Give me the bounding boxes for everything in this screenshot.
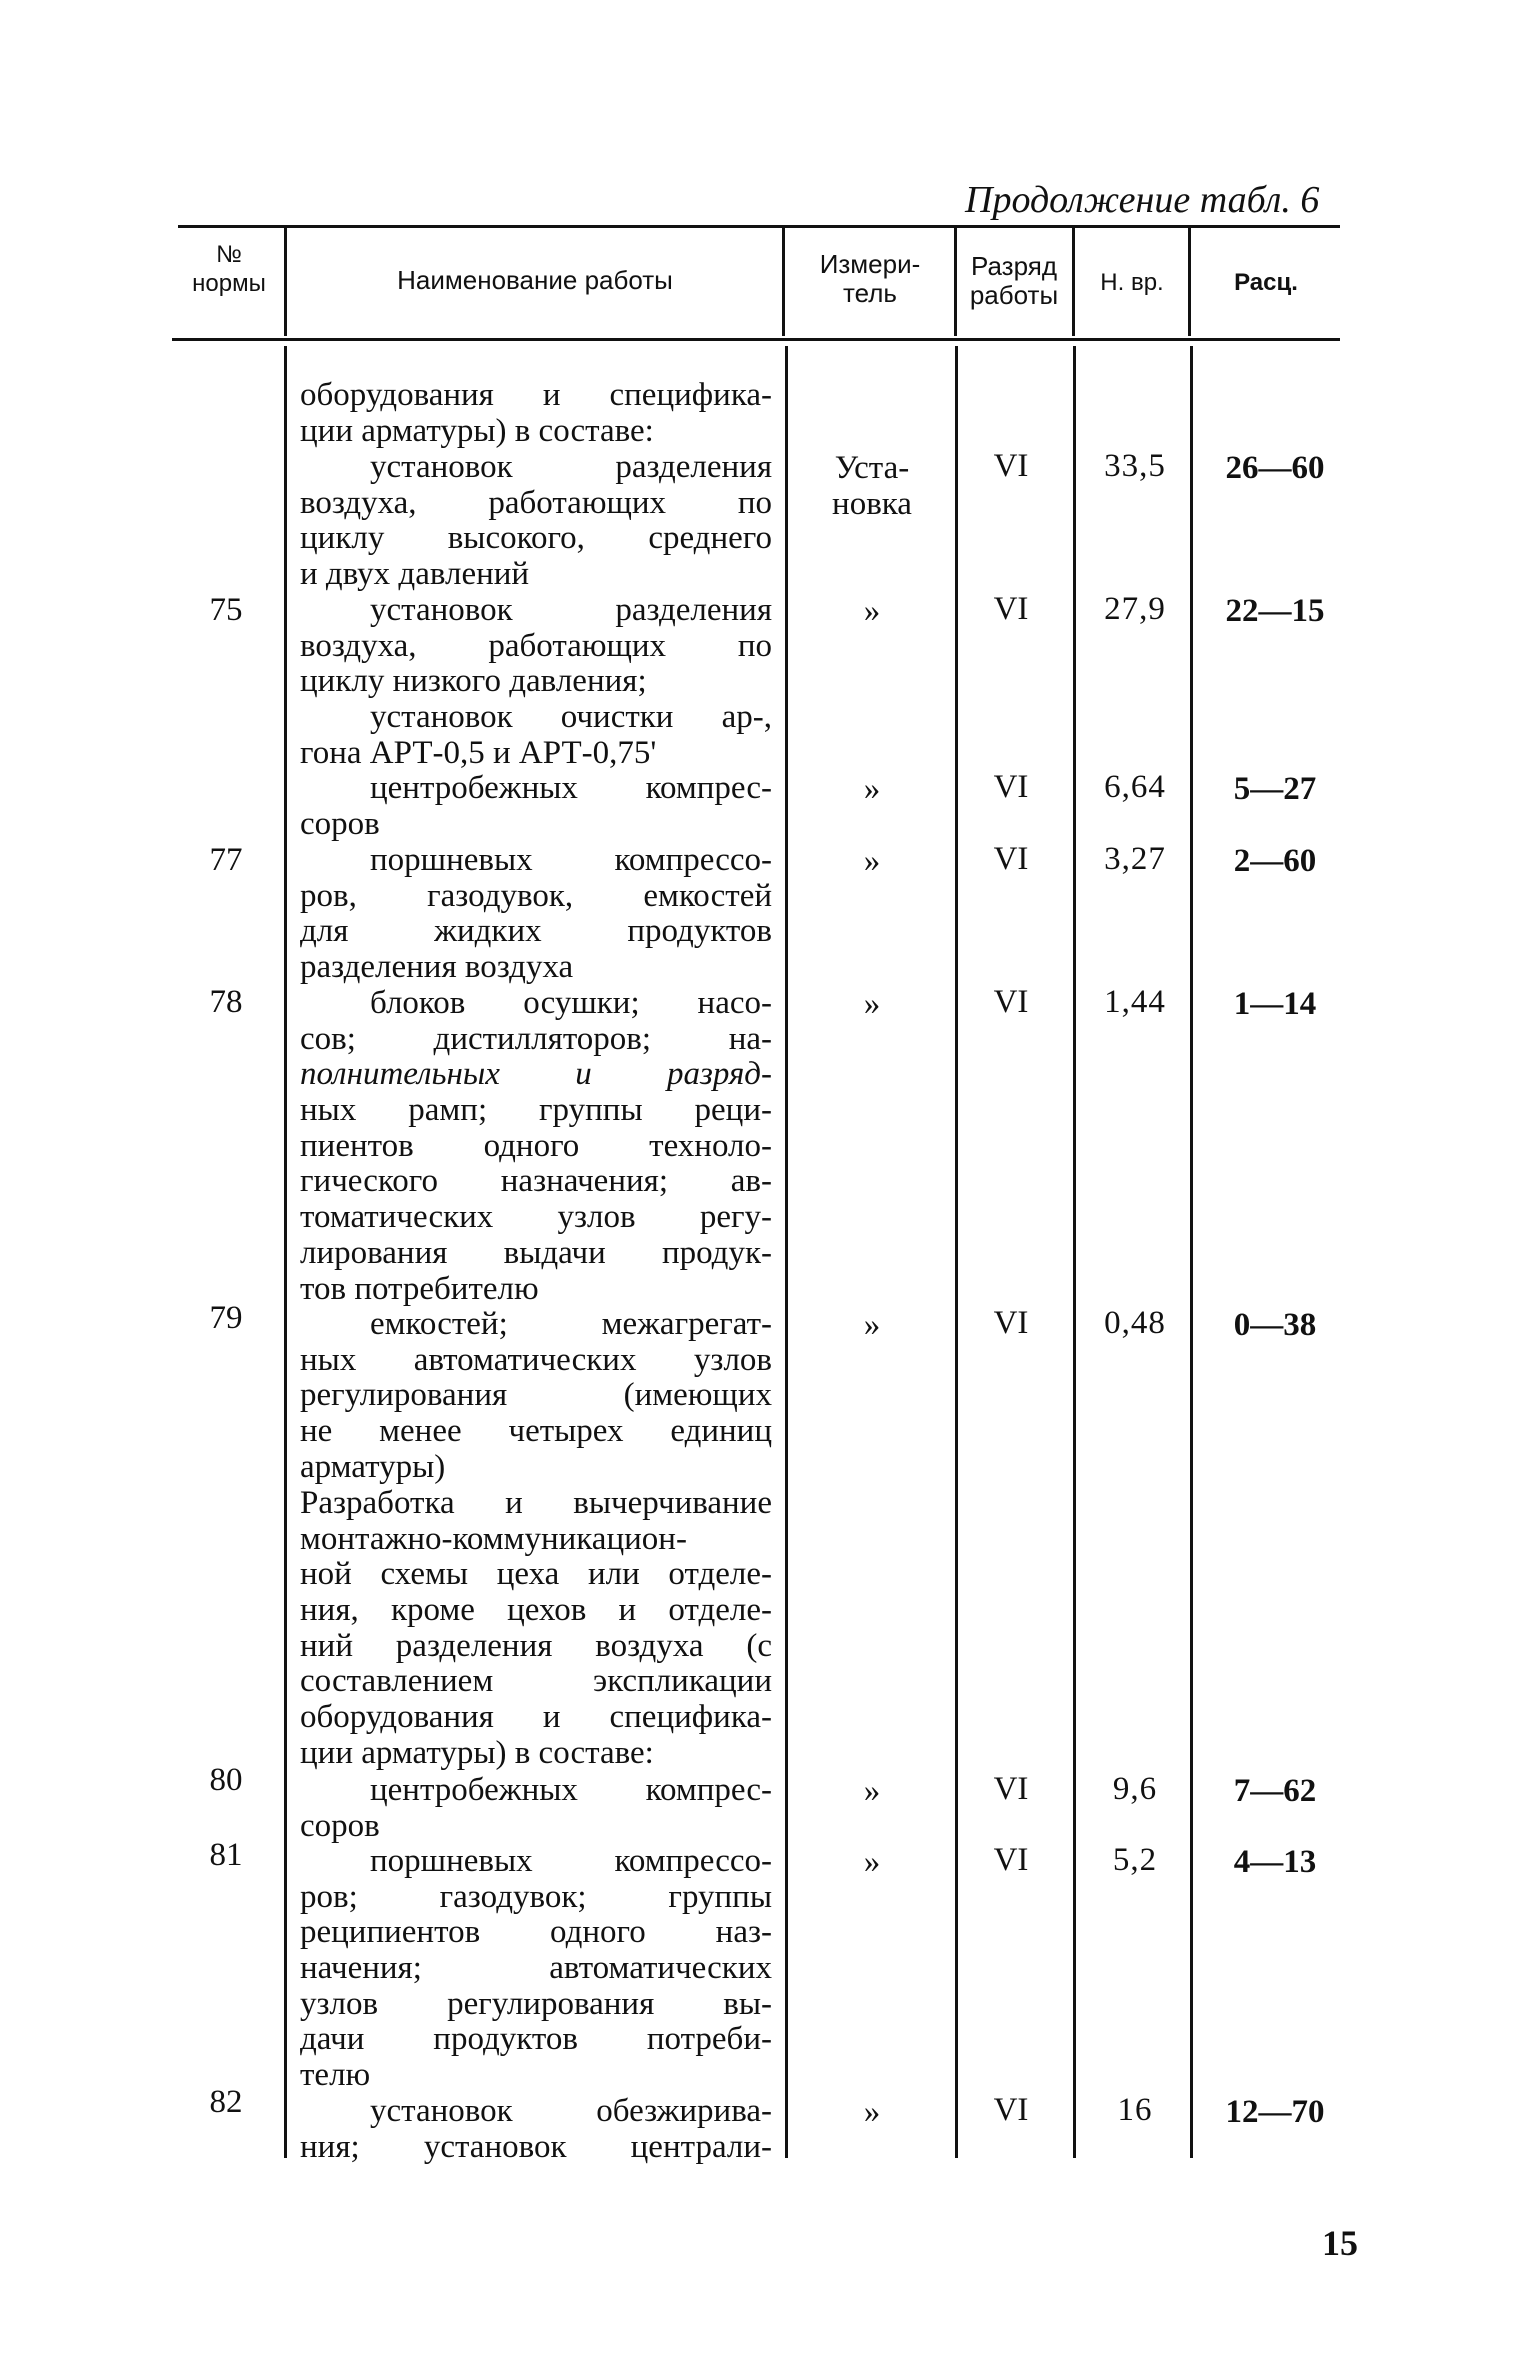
text-line: телю — [300, 2057, 371, 2094]
body-divider-1 — [284, 346, 287, 2158]
table-row-rate: 12—70 — [1225, 2094, 1325, 2130]
table-row-rate: 5—27 — [1233, 771, 1317, 807]
table-row-grade: VI — [993, 448, 1029, 484]
table-row-grade: VI — [993, 591, 1029, 627]
text-line: центробежных компрес- — [370, 1772, 772, 1808]
unit-line: Уста- — [834, 450, 910, 486]
text-line: оборудования и специфика- — [300, 1699, 772, 1736]
table-row-rate: 22—15 — [1225, 593, 1325, 629]
text-line: ний разделения воздуха (с — [300, 1627, 772, 1664]
header-divider-5 — [1188, 228, 1191, 336]
ditto-mark: » — [863, 593, 881, 629]
table-row-work — [300, 771, 772, 842]
header-grade-line: работы — [969, 280, 1059, 310]
table-row-unit — [788, 2094, 956, 2130]
header-grade-line: Разряд — [971, 251, 1057, 281]
header-time-norm — [1076, 268, 1188, 297]
table-row-work — [300, 843, 772, 986]
text-line: не менее четырех единиц — [300, 1413, 772, 1450]
text-line: поршневых компрессо- — [370, 1843, 772, 1879]
table-row-work — [300, 1307, 772, 1485]
table-row-work — [300, 1773, 772, 1844]
table-row-number: 77 — [209, 842, 243, 878]
text-line: ных автоматических узлов — [300, 1341, 772, 1378]
table-row-rate: 26—60 — [1225, 450, 1325, 486]
table-row-unit — [788, 1773, 956, 1809]
table-row-grade: VI — [993, 1771, 1029, 1807]
table-row-work — [300, 2094, 772, 2165]
header-unit-line: тель — [843, 278, 897, 308]
text-line: арматуры) — [300, 1448, 446, 1485]
table-row-time-norm: 16 — [1117, 2092, 1153, 2128]
text-line: сов; дистилляторов; на- — [300, 1020, 772, 1057]
text-line: ции арматуры) в составе: — [300, 412, 654, 449]
text-line: ров, газодувок, емкостей — [300, 877, 772, 914]
table-top-rule — [178, 225, 1340, 228]
text-line: гона АРТ-0,5 и АРТ-0,75' — [300, 734, 657, 771]
table-caption: Продолжение табл. 6 — [965, 179, 1320, 221]
header-divider-2 — [782, 228, 785, 336]
header-grade — [956, 252, 1072, 310]
table-row-time-norm: 0,48 — [1104, 1305, 1166, 1341]
table-row-time-norm: 5,2 — [1112, 1842, 1158, 1878]
text-line: циклу низкого давления; — [300, 663, 647, 700]
text-line: полнительных и разряд- — [300, 1056, 772, 1093]
header-norm-no-line: № — [216, 241, 242, 268]
text-line: дачи продуктов потреби- — [300, 2021, 772, 2058]
table-row-rate: 2—60 — [1233, 843, 1317, 879]
ditto-mark: » — [863, 1844, 881, 1880]
text-line: ции арматуры) в составе: — [300, 1734, 654, 1771]
text-line: центробежных компрес- — [370, 770, 772, 806]
text-line: для жидких продуктов — [300, 913, 772, 950]
text-line: начения; автоматических — [300, 1950, 772, 1987]
table-row-number: 75 — [209, 592, 243, 628]
text-line: лирования выдачи продук- — [300, 1234, 772, 1271]
ditto-mark: » — [863, 771, 881, 807]
table-row-time-norm: 9,6 — [1112, 1771, 1158, 1807]
text-line: емкостей; межагрегат- — [370, 1306, 772, 1342]
header-rate-text: Расц. — [1234, 269, 1298, 296]
text-line: циклу высокого, среднего — [300, 520, 772, 557]
text-line: томатических узлов регу- — [300, 1199, 772, 1236]
table-row-unit — [788, 771, 956, 807]
text-line: соров — [300, 805, 380, 842]
table-row-time-norm: 6,64 — [1104, 769, 1166, 805]
header-work-name — [288, 266, 782, 295]
text-line: установок обезжирива- — [370, 2093, 772, 2129]
text-line: гического назначения; ав- — [300, 1163, 772, 1200]
ditto-mark: » — [863, 843, 881, 879]
table-row-grade: VI — [993, 769, 1029, 805]
text-line: монтажно-коммуникацион- — [300, 1520, 687, 1557]
text-line: воздуха, работающих по — [300, 484, 772, 521]
table-row-time-norm: 3,27 — [1104, 841, 1166, 877]
text-line: составлением экспликации — [300, 1663, 772, 1700]
text-line: и двух давлений — [300, 556, 530, 593]
header-norm-no-line: нормы — [192, 270, 266, 297]
text-line: пиентов одного техноло- — [300, 1127, 772, 1164]
text-line: ния, кроме цехов и отделе- — [300, 1592, 772, 1629]
text-line: тов потребителю — [300, 1270, 539, 1307]
table-row-time-norm: 27,9 — [1104, 591, 1166, 627]
table-row-work — [300, 450, 772, 593]
table-row-grade: VI — [993, 841, 1029, 877]
text-line: воздуха, работающих по — [300, 627, 772, 664]
unit-line: новка — [832, 486, 912, 522]
header-rate — [1192, 268, 1340, 297]
table-row-time-norm: 1,44 — [1104, 984, 1166, 1020]
table-row-grade: VI — [993, 1305, 1029, 1341]
text-line: установок очистки ар-, — [370, 699, 772, 736]
text-line: блоков осушки; насо- — [370, 985, 772, 1021]
header-time-norm-text: Н. вр. — [1100, 269, 1164, 296]
ditto-mark: » — [863, 2094, 881, 2130]
text-line: установок разделения — [370, 449, 772, 485]
text-line: оборудования и специфика- — [300, 377, 772, 413]
text-line: реципиентов одного наз- — [300, 1914, 772, 1951]
table-row-unit — [788, 1307, 956, 1343]
page-number: 15 — [1322, 2223, 1358, 2263]
header-unit-line: Измери- — [819, 249, 921, 279]
table-row-unit — [788, 593, 956, 629]
table-row-rate: 7—62 — [1233, 1773, 1317, 1809]
header-divider-4 — [1072, 228, 1075, 336]
table-row-unit — [788, 1844, 956, 1880]
table-row-unit — [788, 450, 956, 522]
text-line: разделения воздуха — [300, 949, 574, 986]
table-row-work — [300, 1844, 772, 2094]
text-line: регулирования (имеющих — [300, 1377, 772, 1414]
table-row-number: 80 — [209, 1762, 243, 1798]
text-line: ных рамп; группы реци- — [300, 1092, 772, 1129]
ditto-mark: » — [863, 1773, 881, 1809]
text-line: узлов регулирования вы- — [300, 1985, 772, 2022]
table-row-rate: 4—13 — [1233, 1844, 1317, 1880]
section-text — [300, 1486, 772, 1772]
header-norm-no — [176, 240, 282, 298]
table-row-work — [300, 986, 772, 1307]
table-row-rate: 1—14 — [1233, 986, 1317, 1022]
ditto-mark: » — [863, 986, 881, 1022]
text-line: соров — [300, 1807, 380, 1844]
table-header-rule — [172, 338, 1340, 341]
header-unit — [786, 250, 954, 308]
table-row-grade: VI — [993, 984, 1029, 1020]
intro-text — [300, 378, 772, 449]
text-line: ной схемы цеха или отделе- — [300, 1556, 772, 1593]
table-row-grade: VI — [993, 1842, 1029, 1878]
table-row-unit — [788, 986, 956, 1022]
table-row-number: 78 — [209, 984, 243, 1020]
header-work-name-text: Наименование работы — [397, 265, 673, 295]
ditto-mark: » — [863, 1307, 881, 1343]
text-line: ния; установок централи- — [300, 2128, 772, 2165]
table-row-work — [300, 593, 772, 771]
table-row-grade: VI — [993, 2092, 1029, 2128]
table-row-number: 81 — [209, 1837, 243, 1873]
text-line: ров; газодувок; группы — [300, 1878, 772, 1915]
text-line: Разработка и вычерчивание — [300, 1485, 772, 1521]
table-row-number: 79 — [209, 1300, 243, 1336]
table-row-time-norm: 33,5 — [1104, 448, 1166, 484]
header-divider-1 — [284, 228, 287, 336]
table-row-rate: 0—38 — [1233, 1307, 1317, 1343]
text-line: поршневых компрессо- — [370, 842, 772, 878]
text-line: установок разделения — [370, 592, 772, 628]
table-row-number: 82 — [209, 2084, 243, 2120]
table-row-unit — [788, 843, 956, 879]
